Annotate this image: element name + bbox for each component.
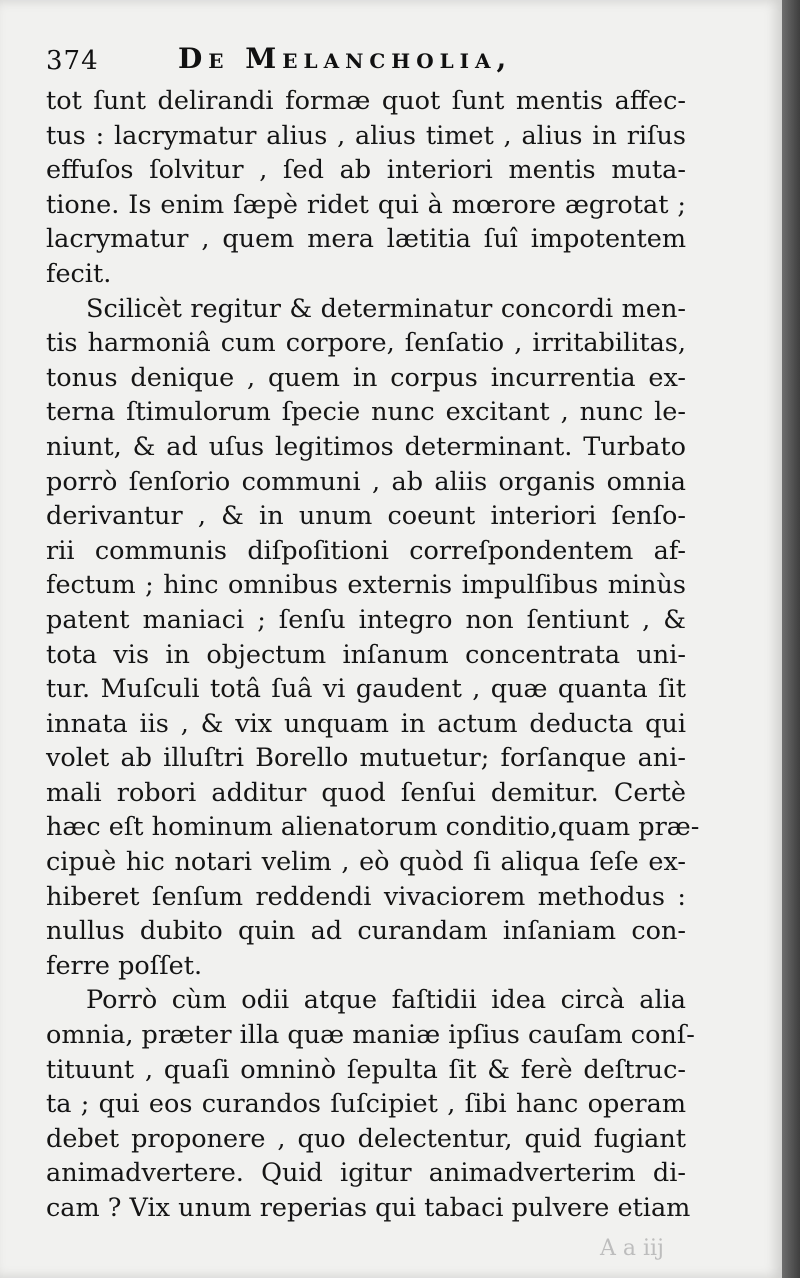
text-line: ta ; qui eos curandos ſuſcipiet , ſibi hanc operam <box>46 1089 686 1120</box>
text-line: tis harmoniâ cum corpore, ſenſatio , irritabilitas, <box>46 328 686 359</box>
text-line: terna ſtimulorum ſpecie nunc excitant , nunc le- <box>46 397 686 428</box>
paragraph <box>46 84 686 292</box>
text-line: animadvertere. Quid igitur animadverterim di- <box>46 1158 686 1189</box>
text-line: tot ſunt delirandi formæ quot ſunt mentis affec- <box>46 86 686 116</box>
text-line: tione. Is enim ſæpè ridet qui à mœrore ægrotat ; <box>46 189 686 220</box>
text-line: cam ? Vix unum reperias qui tabaci pulvere etiam <box>46 1193 691 1223</box>
text-line: nullus dubito quin ad curandam inſaniam con- <box>46 916 686 947</box>
text-line: hæc eſt hominum alienatorum conditio,quam præ- <box>46 812 700 843</box>
text-line: tota vis in objectum inſanum concentrata uni- <box>46 639 686 670</box>
page-header <box>46 42 746 90</box>
text-line: innata iis , & vix unquam in actum deducta qui <box>46 708 686 739</box>
page-number: 374 <box>46 46 99 76</box>
body-text <box>46 84 700 1226</box>
text-line: effuſos ſolvitur , ſed ab interiori mentis muta- <box>46 155 686 186</box>
paragraph <box>46 983 695 1225</box>
text-line: rii communis diſpoſitioni correſpondentem af- <box>46 535 686 566</box>
running-title: De Melancholia, <box>178 42 513 75</box>
text-line: tus : lacrymatur alius , alius timet , alius in riſus <box>46 120 686 151</box>
text-line: patent maniaci ; ſenſu integro non ſentiunt , & <box>46 604 686 635</box>
text-line: fecit. <box>46 258 112 289</box>
signature-mark: A a iij <box>600 1236 664 1261</box>
text-line: tur. Muſculi totâ ſuâ vi gaudent , quæ quanta ſit <box>46 674 686 705</box>
text-line: fectum ; hinc omnibus externis impulſibus minùs <box>46 570 686 601</box>
text-line: ferre poſſet. <box>46 950 203 981</box>
text-line: cipuè hic notari velim , eò quòd ſi aliqua ſeſe ex- <box>46 847 686 878</box>
text-line: volet ab illuſtri Borello mutuetur; forſanque ani- <box>46 743 686 774</box>
paragraph <box>46 292 700 984</box>
text-line: tituunt , quaſi omninò ſepulta ſit & ferè deſtruc- <box>46 1054 686 1085</box>
text-line: Scilicèt regitur & determinatur concordi men- <box>86 293 686 324</box>
text-line: debet proponere , quo delectentur, quid fugiant <box>46 1123 686 1154</box>
text-line: niunt, & ad uſus legitimos determinant. Turbato <box>46 431 686 462</box>
text-line: mali robori additur quod ſenſui demitur. Certè <box>46 777 686 808</box>
text-line: omnia, præter illa quæ maniæ ipſius cauſam conſ- <box>46 1020 695 1051</box>
text-line: Porrò cùm odii atque faſtidii idea circà alia <box>86 985 686 1016</box>
book-gutter-edge <box>782 0 800 1278</box>
text-line: porrò ſenſorio communi , ab aliis organis omnia <box>46 466 686 497</box>
text-line: hiberet ſenſum reddendi vivaciorem methodus : <box>46 881 686 912</box>
text-line: lacrymatur , quem mera lætitia ſuî impotentem <box>46 224 686 255</box>
text-line: derivantur , & in unum coeunt interiori ſenſo- <box>46 501 686 532</box>
text-line: tonus denique , quem in corpus incurrentia ex- <box>46 362 686 393</box>
